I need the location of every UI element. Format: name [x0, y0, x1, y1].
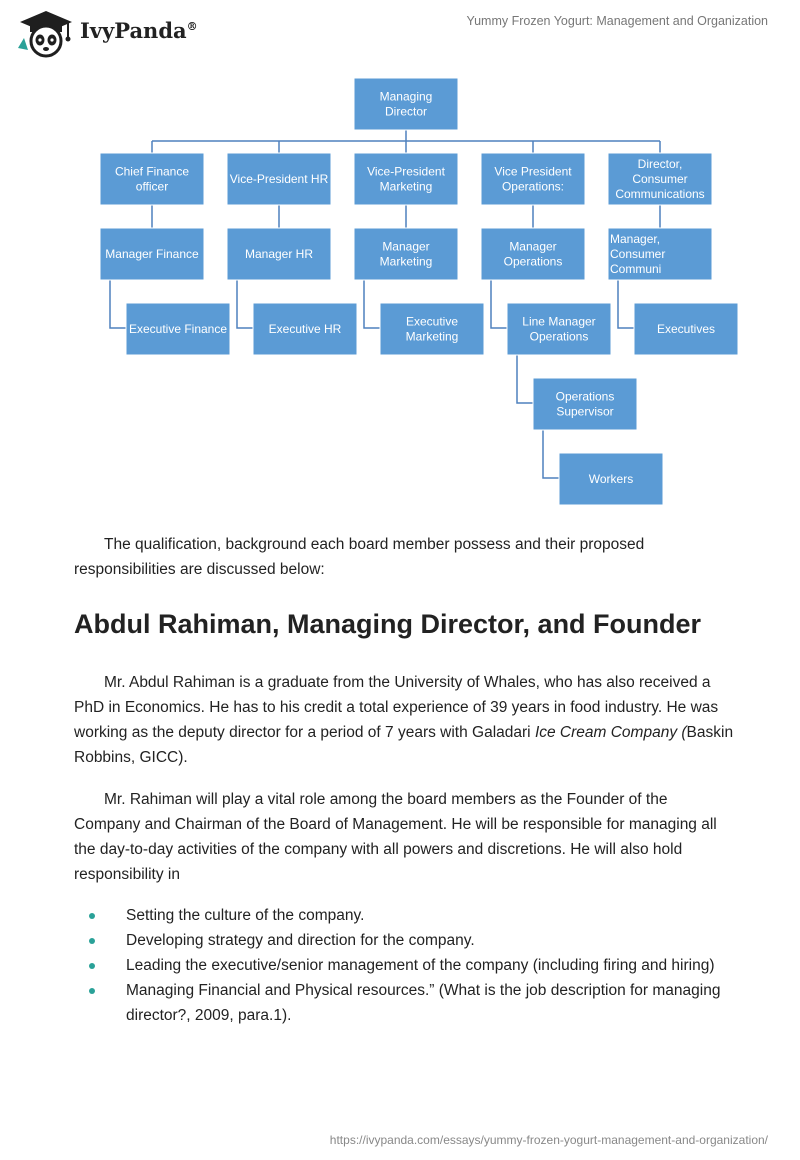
org-node-label: Executive HR [268, 322, 342, 336]
org-node-label: Executive [405, 314, 459, 329]
org-node-label: Line Manager [522, 314, 596, 329]
article-body [74, 532, 734, 1028]
org-node-executive-hr [253, 303, 357, 355]
org-node-label: Consumer [610, 247, 666, 261]
list-item: Setting the culture of the company. [74, 903, 734, 928]
org-node-label: Director, [637, 157, 683, 171]
org-node-manager-cc [608, 228, 712, 280]
bio-italic-text: Ice Cream Company ( [534, 724, 687, 741]
org-node-vp-marketing [354, 153, 458, 205]
org-node-label: Vice President [494, 164, 572, 179]
org-node-label: Operations [529, 329, 589, 344]
intro-paragraph: The qualification, background each board member possess and their proposed responsibilities are discussed below: [74, 536, 645, 578]
org-node-manager-hr [227, 228, 331, 280]
responsibility-list [74, 903, 734, 1028]
org-node-label: officer [135, 179, 169, 194]
org-node-label: Manager [382, 239, 430, 254]
org-node-manager-marketing [354, 228, 458, 280]
brand-name[interactable]: IvyPanda® [80, 18, 198, 43]
org-node-line-manager-operations [507, 303, 611, 355]
org-node-executive-finance [126, 303, 230, 355]
org-node-label: Chief Finance [114, 164, 190, 179]
org-node-label: Supervisor [556, 404, 614, 419]
org-node-label: Workers [588, 472, 634, 486]
graduation-cap-panda-icon[interactable] [16, 8, 76, 58]
responsibility-paragraph: Mr. Rahiman will play a vital role among the board members as the Founder of the Company and Chairman of the Board of Management. He will be responsible for managing all the day-to-day activities of the company with all powers and discretions. He will also hold responsibility in [74, 791, 717, 883]
org-node-vp-hr [227, 153, 331, 205]
org-node-operations-supervisor [533, 378, 637, 430]
org-node-label: Marketing [405, 329, 459, 344]
org-node-label: Operations: [501, 179, 565, 194]
org-node-managing-director [354, 78, 458, 130]
org-node-vp-operations [481, 153, 585, 205]
org-node-label: Marketing [379, 179, 433, 194]
org-node-label: Vice-President [367, 164, 445, 179]
org-node-label: Executives [656, 322, 716, 336]
org-node-cfo [100, 153, 204, 205]
org-node-label: Executive Finance [128, 322, 228, 336]
org-node-executives [634, 303, 738, 355]
org-node-director-cc [608, 153, 712, 205]
org-node-label: Manager, [610, 232, 661, 246]
org-node-label: Manager [509, 239, 557, 254]
document-title: Yummy Frozen Yogurt: Management and Organization [466, 14, 768, 28]
source-url[interactable]: https://ivypanda.com/essays/yummy-frozen-yogurt-management-and-organization/ [329, 1133, 768, 1147]
page-header [0, 0, 800, 70]
bio-paragraph [74, 670, 734, 770]
list-item: Developing strategy and direction for the company. [74, 928, 734, 953]
org-node-executive-marketing [380, 303, 484, 355]
list-item: Managing Financial and Physical resources.” (What is the job description for managing director?, 2009, para.1). [74, 978, 734, 1028]
org-node-label: Vice-President HR [229, 172, 329, 186]
org-node-label: Communications [615, 187, 705, 201]
org-node-label: Manager Finance [105, 247, 199, 261]
section-heading: Abdul Rahiman, Managing Director, and Founder [74, 609, 702, 639]
org-node-label: Manager HR [244, 247, 314, 261]
org-node-manager-finance [100, 228, 204, 280]
org-node-label: Operations [503, 254, 563, 269]
list-item: Leading the executive/senior management of the company (including firing and hiring) [74, 953, 734, 978]
org-chart [0, 70, 800, 510]
org-node-label: Communi [610, 262, 662, 276]
org-node-label: Consumer [632, 172, 688, 186]
org-node-workers [559, 453, 663, 505]
bio-text-end: Baskin Robbins, GICC). [74, 724, 734, 766]
bio-text: Mr. Abdul Rahiman is a graduate from the University of Whales, who has also received a PhD in Economics. He has to his credit a total experience of 39 years in food industry. He was working as the deputy director for a period of 7 years with Galadari [74, 674, 719, 741]
org-node-label: Director [384, 104, 428, 119]
org-node-label: Managing [379, 89, 433, 104]
org-node-label: Marketing [379, 254, 433, 269]
org-node-label: Operations [555, 389, 615, 404]
org-node-manager-operations [481, 228, 585, 280]
